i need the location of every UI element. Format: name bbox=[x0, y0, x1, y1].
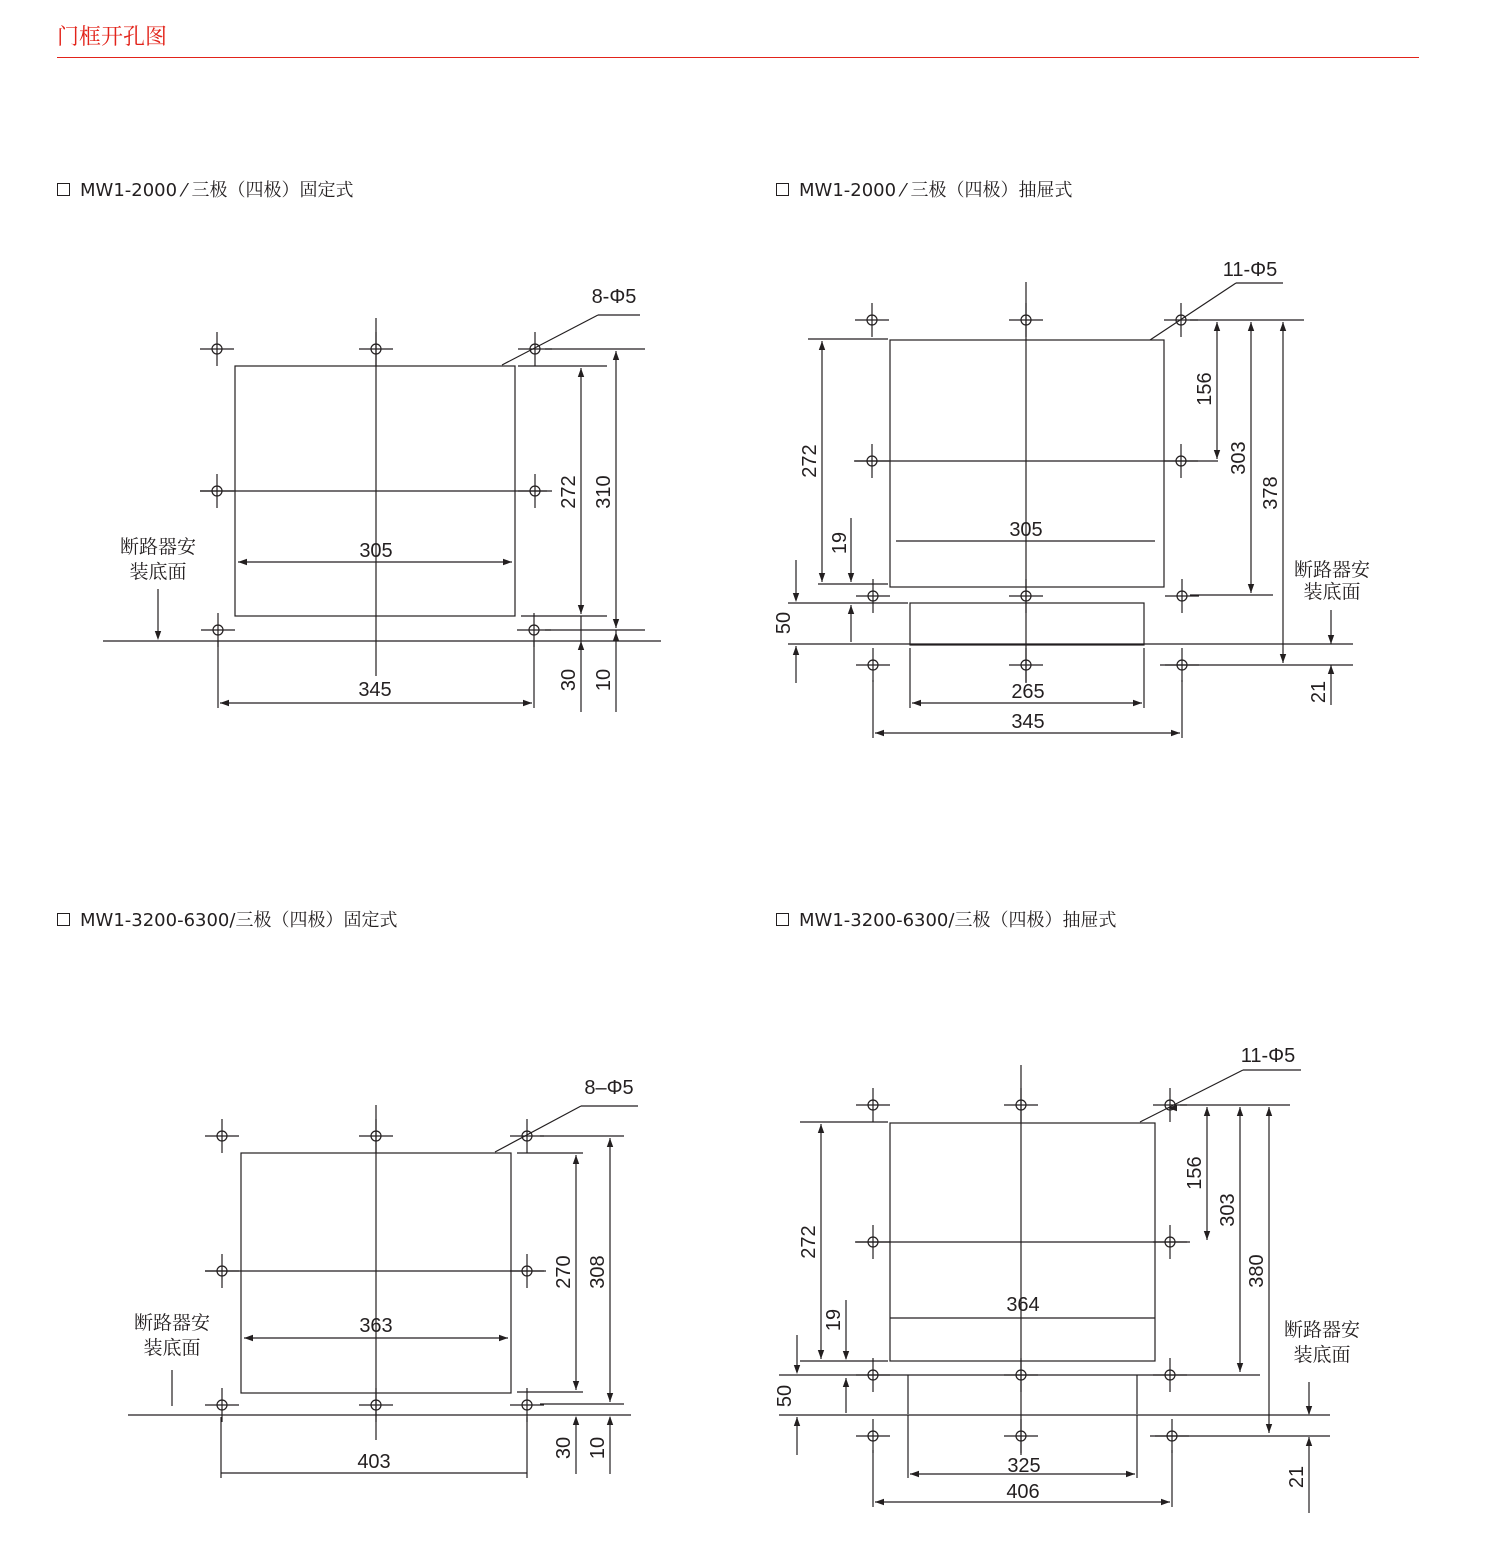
dimension-label: 10 bbox=[593, 668, 615, 692]
dimension-label: 10 bbox=[587, 1436, 609, 1460]
dimension-label: 345 bbox=[1011, 711, 1045, 733]
dimension-label: 21 bbox=[1286, 1465, 1308, 1489]
leader-line bbox=[502, 315, 598, 365]
diagram-4-drawout-3200-6300 bbox=[774, 1045, 1360, 1513]
arrowhead bbox=[613, 632, 619, 641]
mount-surface-label: 装底面 bbox=[1293, 1344, 1351, 1366]
cutout-rect bbox=[890, 340, 1164, 587]
dimension-label: 308 bbox=[587, 1255, 609, 1289]
arrowhead bbox=[875, 730, 884, 736]
mount-surface-label: 断路器安 bbox=[119, 536, 197, 558]
dimension-label: 363 bbox=[359, 1315, 393, 1337]
arrowhead bbox=[875, 1499, 884, 1505]
arrowhead bbox=[1328, 665, 1334, 674]
arrowhead bbox=[912, 700, 921, 706]
arrowhead bbox=[573, 1416, 579, 1425]
mount-surface-label: 断路器安 bbox=[1293, 559, 1371, 581]
mount-surface-label: 断路器安 bbox=[133, 1312, 211, 1334]
holes-label: 8–Φ5 bbox=[584, 1077, 634, 1099]
arrowhead bbox=[848, 573, 854, 582]
arrowhead bbox=[1133, 700, 1142, 706]
arrowhead bbox=[1214, 322, 1220, 331]
arrowhead bbox=[578, 641, 584, 650]
arrowhead bbox=[1248, 322, 1254, 331]
arrowhead bbox=[848, 605, 854, 614]
arrowhead bbox=[794, 1417, 800, 1426]
arrowhead bbox=[1237, 1363, 1243, 1372]
dimension-label: 19 bbox=[823, 1308, 845, 1332]
arrowhead bbox=[1214, 450, 1220, 459]
arrowhead bbox=[793, 593, 799, 602]
arrowhead bbox=[578, 368, 584, 377]
dimension-label: 50 bbox=[774, 1384, 796, 1408]
dimension-label: 378 bbox=[1260, 476, 1282, 510]
arrowhead bbox=[819, 341, 825, 350]
dimension-label: 305 bbox=[1009, 519, 1043, 541]
diagram-1-caption-text: MW1-2000 ⁄ 三极（四极）固定式 bbox=[80, 180, 354, 201]
dimension-label: 403 bbox=[357, 1451, 391, 1473]
arrowhead bbox=[607, 1416, 613, 1425]
dimension-label: 265 bbox=[1011, 681, 1045, 703]
arrowhead bbox=[1171, 730, 1180, 736]
arrowhead bbox=[155, 631, 161, 640]
dimension-label: 303 bbox=[1217, 1193, 1239, 1227]
dimension-label: 156 bbox=[1184, 1156, 1206, 1190]
page-title: 门框开孔图 bbox=[57, 25, 168, 50]
arrowhead bbox=[573, 1155, 579, 1164]
dimension-label: 21 bbox=[1308, 680, 1330, 704]
arrowhead bbox=[1204, 1107, 1210, 1116]
dimension-label: 30 bbox=[553, 1436, 575, 1460]
arrowhead bbox=[499, 1335, 508, 1341]
arrowhead bbox=[1126, 1471, 1135, 1477]
dimension-label: 380 bbox=[1246, 1254, 1268, 1288]
dimension-label: 156 bbox=[1194, 372, 1216, 406]
dimension-label: 305 bbox=[359, 540, 393, 562]
dimension-label: 406 bbox=[1006, 1481, 1040, 1503]
arrowhead bbox=[613, 351, 619, 360]
dimension-label: 325 bbox=[1007, 1455, 1041, 1477]
dimension-label: 30 bbox=[558, 668, 580, 692]
arrowhead bbox=[1237, 1107, 1243, 1116]
arrowhead bbox=[843, 1378, 849, 1387]
arrowhead bbox=[794, 1365, 800, 1374]
mount-surface-label: 装底面 bbox=[129, 561, 187, 583]
arrowhead bbox=[843, 1351, 849, 1360]
arrowhead bbox=[1280, 654, 1286, 663]
diagram-3-fixed-3200-6300 bbox=[128, 1077, 638, 1478]
dimension-label: 272 bbox=[799, 444, 821, 478]
arrowhead bbox=[818, 1350, 824, 1359]
dimension-label: 272 bbox=[798, 1225, 820, 1259]
leader-line bbox=[1150, 283, 1236, 340]
arrowhead bbox=[607, 1138, 613, 1147]
arrowhead bbox=[523, 700, 532, 706]
diagram-2-caption-text: MW1-2000 ⁄ 三极（四极）抽屉式 bbox=[799, 180, 1073, 201]
arrowhead bbox=[1266, 1107, 1272, 1116]
dimension-label: 303 bbox=[1228, 441, 1250, 475]
arrowhead bbox=[244, 1335, 253, 1341]
arrowhead bbox=[910, 1471, 919, 1477]
arrowhead bbox=[503, 559, 512, 565]
diagram-2-drawout-2000 bbox=[773, 259, 1370, 738]
holes-label: 8-Φ5 bbox=[591, 286, 637, 308]
arrowhead bbox=[818, 1124, 824, 1133]
diagram-4-caption-text: MW1-3200-6300/三极（四极）抽屉式 bbox=[799, 910, 1117, 931]
mount-surface-label: 断路器安 bbox=[1283, 1319, 1361, 1341]
holes-label: 11-Φ5 bbox=[1222, 259, 1278, 281]
dimension-label: 272 bbox=[558, 475, 580, 509]
arrowhead bbox=[1328, 635, 1334, 644]
arrowhead bbox=[1248, 584, 1254, 593]
dimension-label: 364 bbox=[1006, 1294, 1040, 1316]
arrowhead bbox=[573, 1381, 579, 1390]
arrowhead bbox=[1161, 1499, 1170, 1505]
lower-cutout-rect bbox=[910, 603, 1144, 645]
mount-surface-label: 装底面 bbox=[1303, 581, 1361, 603]
leader-line bbox=[495, 1106, 581, 1152]
arrowhead bbox=[793, 646, 799, 655]
arrowhead bbox=[1266, 1424, 1272, 1433]
arrowhead bbox=[578, 605, 584, 614]
dimension-label: 310 bbox=[593, 475, 615, 509]
arrowhead bbox=[607, 1393, 613, 1402]
holes-label: 11-Φ5 bbox=[1240, 1045, 1296, 1067]
leader-line bbox=[1140, 1070, 1243, 1122]
diagram-1-fixed-2000 bbox=[103, 286, 661, 712]
arrowhead bbox=[1204, 1231, 1210, 1240]
arrowhead bbox=[238, 559, 247, 565]
arrowhead bbox=[220, 700, 229, 706]
mount-surface-label: 装底面 bbox=[143, 1337, 201, 1359]
dimension-label: 50 bbox=[773, 611, 795, 635]
arrowhead bbox=[1280, 322, 1286, 331]
arrowhead bbox=[613, 619, 619, 628]
arrowhead bbox=[1306, 1406, 1312, 1415]
arrowhead bbox=[819, 573, 825, 582]
arrowhead bbox=[1306, 1437, 1312, 1446]
dimension-label: 270 bbox=[553, 1255, 575, 1289]
diagram-3-caption-text: MW1-3200-6300/三极（四极）固定式 bbox=[80, 910, 398, 931]
dimension-label: 345 bbox=[358, 679, 392, 701]
dimension-label: 19 bbox=[829, 531, 851, 555]
